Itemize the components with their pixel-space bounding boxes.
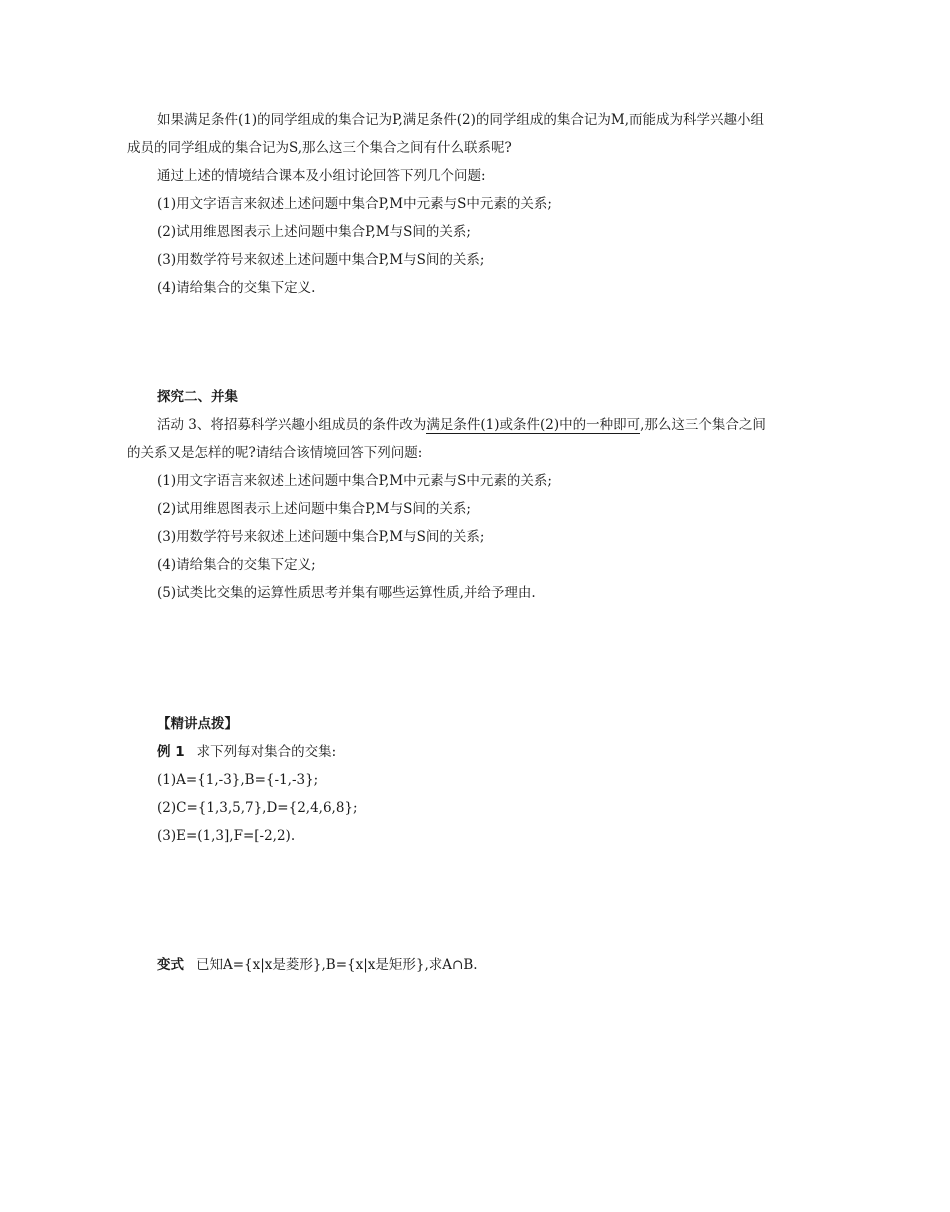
activity-3-line-1: [157, 415, 766, 435]
union-question-1: (1)用文字语言来叙述上述问题中集合P,M中元素与S中元素的关系;: [157, 473, 552, 489]
section-heading-key-points: 【精讲点拨】: [157, 716, 238, 732]
intro-question-4: (4)请给集合的交集下定义.: [157, 280, 316, 296]
variant-exercise: [157, 955, 478, 975]
intro-question-2: (2)试用维恩图表示上述问题中集合P,M与S间的关系;: [157, 224, 471, 240]
intro-line-1: 如果满足条件(1)的同学组成的集合记为P,满足条件(2)的同学组成的集合记为M,而能成为科学兴趣小组: [157, 112, 764, 128]
section-heading-union: 探究二、并集: [157, 389, 238, 405]
variant-text: 已知A={x|x是菱形},B={x|x是矩形},求A∩B.: [196, 957, 478, 973]
variant-label: 变式: [157, 957, 184, 973]
example-1: [157, 742, 336, 762]
activity-3-prefix: 活动 3、将招募科学兴趣小组成员的条件改为: [157, 417, 427, 433]
activity-3-underlined: 满足条件(1)或条件(2)中的一种即可: [426, 417, 641, 433]
activity-3-suffix: ,那么这三个集合之间: [640, 417, 766, 433]
activity-3-line-2: 的关系又是怎样的呢?请结合该情境回答下列问题:: [127, 445, 423, 461]
union-question-5: (5)试类比交集的运算性质思考并集有哪些运算性质,并给予理由.: [157, 585, 536, 601]
union-question-3: (3)用数学符号来叙述上述问题中集合P,M与S间的关系;: [157, 529, 485, 545]
union-question-4: (4)请给集合的交集下定义;: [157, 557, 316, 573]
intro-line-2: 成员的同学组成的集合记为S,那么这三个集合之间有什么联系呢?: [127, 140, 512, 156]
example-1-text: 求下列每对集合的交集:: [196, 744, 337, 760]
example-1-part-2: (2)C={1,3,5,7},D={2,4,6,8};: [157, 800, 358, 816]
example-1-part-1: (1)A={1,-3},B={-1,-3};: [157, 772, 319, 788]
union-question-2: (2)试用维恩图表示上述问题中集合P,M与S间的关系;: [157, 501, 471, 517]
intro-question-1: (1)用文字语言来叙述上述问题中集合P,M中元素与S中元素的关系;: [157, 196, 552, 212]
intro-question-3: (3)用数学符号来叙述上述问题中集合P,M与S间的关系;: [157, 252, 485, 268]
intro-line-3: 通过上述的情境结合课本及小组讨论回答下列几个问题:: [157, 168, 486, 184]
example-1-part-3: (3)E=(1,3],F=[-2,2).: [157, 828, 296, 844]
example-1-label: 例 1: [157, 744, 185, 760]
